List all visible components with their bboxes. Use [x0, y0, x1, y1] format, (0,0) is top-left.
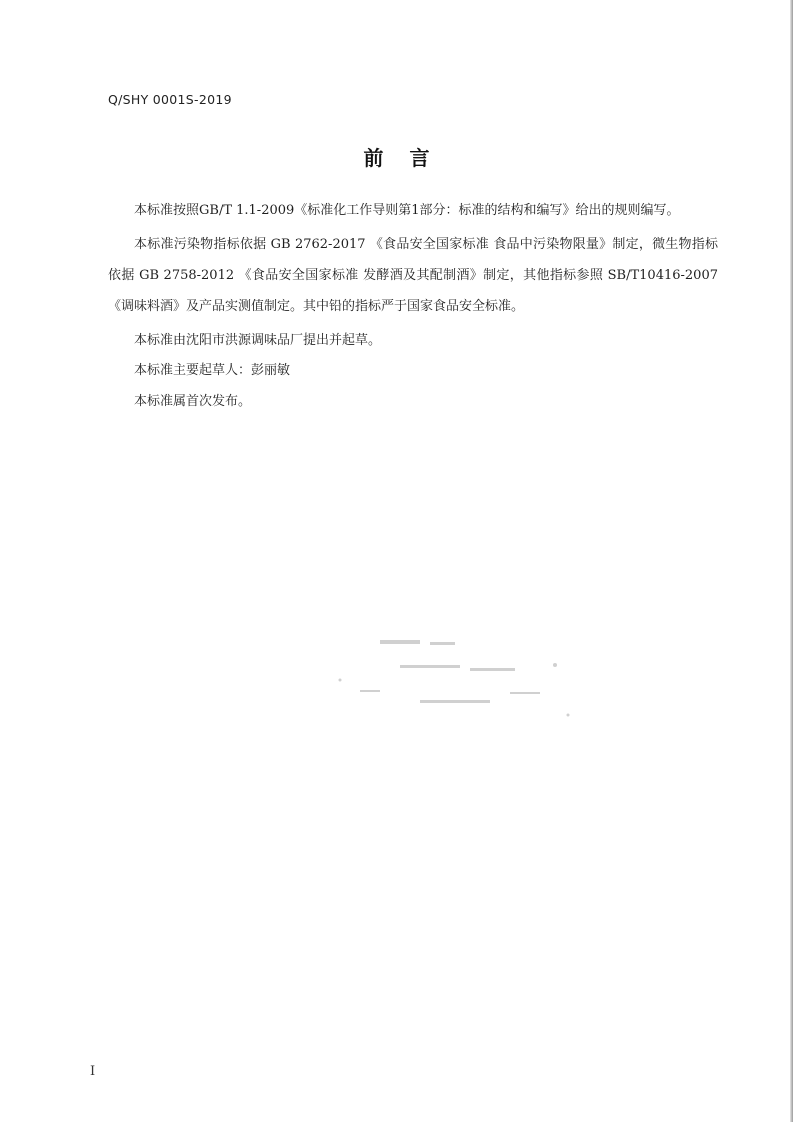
paragraph-drafter: 本标准主要起草人：彭丽敏 — [134, 363, 291, 378]
page-number: I — [90, 1064, 96, 1079]
document-code: Q/SHY 0001S-2019 — [108, 92, 232, 107]
paragraph-drafting-rules: 本标准按照GB/T 1.1-2009《标准化工作导则第1部分：标准的结构和编写》给出的规则编写。 — [134, 203, 680, 218]
paragraph-proposer: 本标准由沈阳市洪源调味品厂提出并起草。 — [134, 332, 382, 348]
foreword-body — [108, 200, 718, 421]
faint-stamp-residue — [300, 620, 590, 720]
paragraph-first-release: 本标准属首次发布。 — [134, 393, 252, 409]
paragraph-indicator-basis: 本标准污染物指标依据 GB 2762-2017 《食品安全国家标准 食品中污染物限量》制定，微生物指标依据 GB 2758-2012 《食品安全国家标准 发酵酒及其配制酒》制定，其他指标参照 SB/T10416-2007《调味料酒》及产品实测值制定。其中铅的指标严于国家食品安全标准。 — [108, 236, 718, 314]
page-title: 前言 — [363, 146, 456, 170]
